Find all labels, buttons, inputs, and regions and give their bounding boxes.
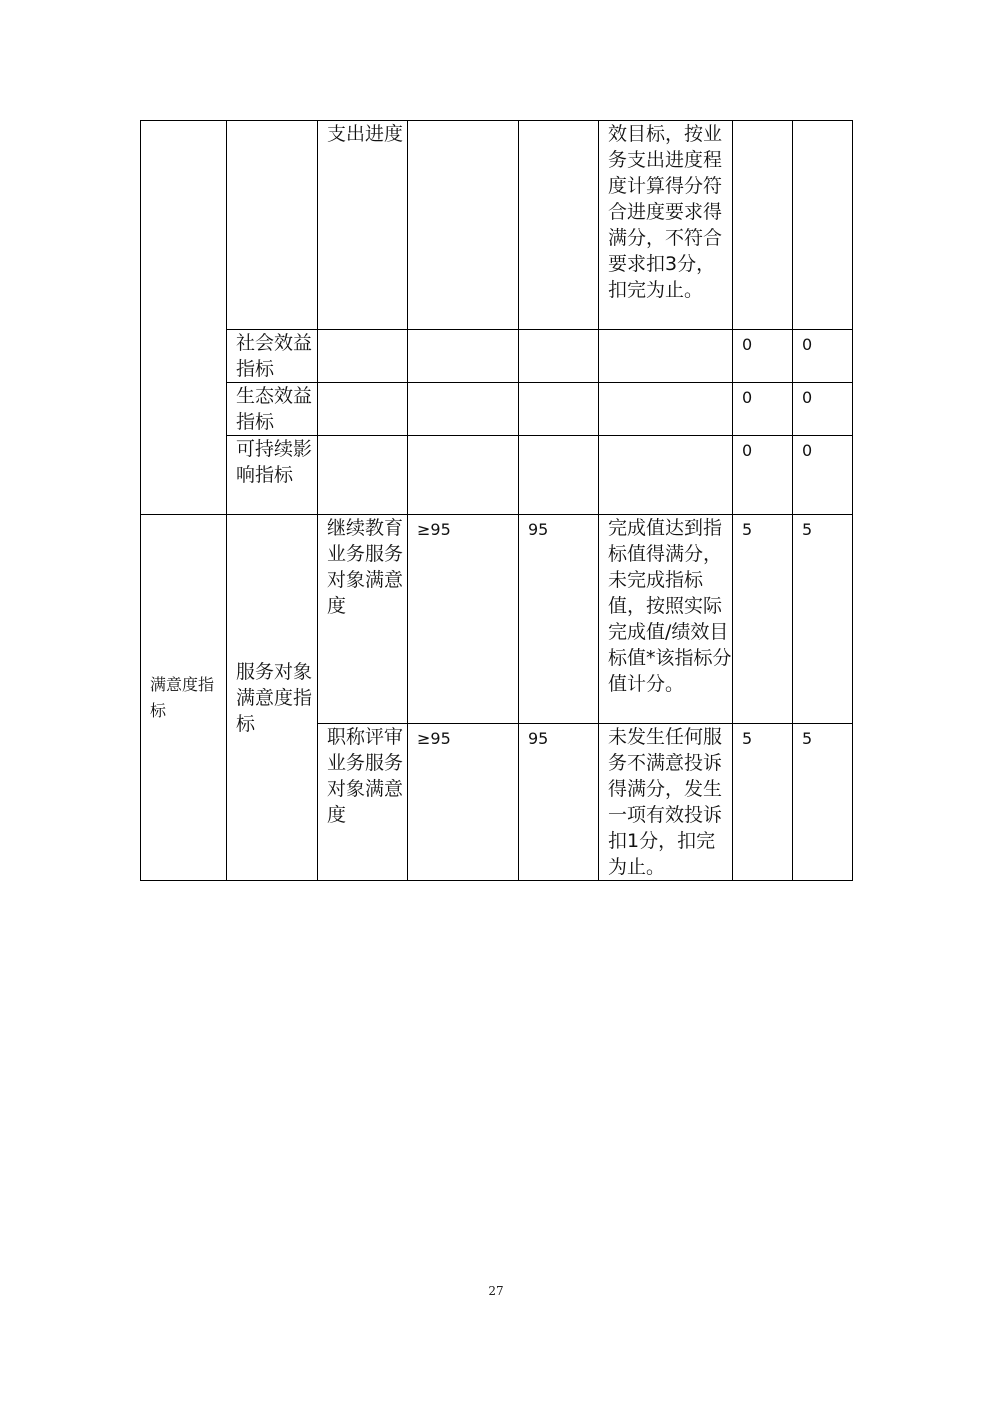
scoring-method-cell [599,383,733,436]
scoring-method-cell [599,436,733,515]
weight-cell: 0 [733,383,793,436]
target-value-cell [408,330,519,383]
scoring-method-cell: 效目标，按业务支出进度程度计算得分符合进度要求得满分，不符合要求扣3分，扣完为止。 [599,121,733,330]
indicator-cell [318,330,408,383]
actual-value-cell [519,121,599,330]
actual-value-cell [519,330,599,383]
score-cell [793,121,853,330]
actual-value-cell [519,436,599,515]
table-row [141,330,853,383]
indicator-cell: 支出进度 [318,121,408,330]
category-cell-continued [141,121,227,515]
actual-value-cell: 95 [519,724,599,881]
target-value-cell [408,121,519,330]
score-cell: 5 [793,724,853,881]
subcategory-cell: 可持续影响指标 [227,436,318,515]
weight-cell: 5 [733,724,793,881]
subcategory-cell-satisfaction: 服务对象满意度指标 [227,515,318,881]
score-cell: 0 [793,383,853,436]
scoring-method-cell: 未发生任何服务不满意投诉得满分，发生一项有效投诉扣1分，扣完为止。 [599,724,733,881]
subcategory-cell-continued [227,121,318,330]
weight-cell: 0 [733,436,793,515]
target-value-cell [408,436,519,515]
table-row [141,383,853,436]
scoring-method-cell: 完成值达到指标值得满分，未完成指标值，按照实际完成值/绩效目标值*该指标分值计分。 [599,515,733,724]
target-value-cell: ≥95 [408,515,519,724]
score-cell: 0 [793,330,853,383]
scoring-method-cell [599,330,733,383]
weight-cell: 5 [733,515,793,724]
table-row [141,436,853,515]
indicator-cell [318,383,408,436]
actual-value-cell: 95 [519,515,599,724]
table-row [141,515,853,724]
subcategory-cell: 生态效益指标 [227,383,318,436]
indicator-cell: 职称评审业务服务对象满意度 [318,724,408,881]
subcategory-cell: 社会效益指标 [227,330,318,383]
score-cell: 0 [793,436,853,515]
actual-value-cell [519,383,599,436]
weight-cell [733,121,793,330]
indicator-cell: 继续教育业务服务对象满意度 [318,515,408,724]
performance-table [140,120,853,881]
weight-cell: 0 [733,330,793,383]
target-value-cell [408,383,519,436]
page-number: 27 [488,1284,504,1298]
table-row [141,121,853,330]
score-cell: 5 [793,515,853,724]
target-value-cell: ≥95 [408,724,519,881]
indicator-cell [318,436,408,515]
category-cell-satisfaction: 满意度指标 [141,515,227,881]
